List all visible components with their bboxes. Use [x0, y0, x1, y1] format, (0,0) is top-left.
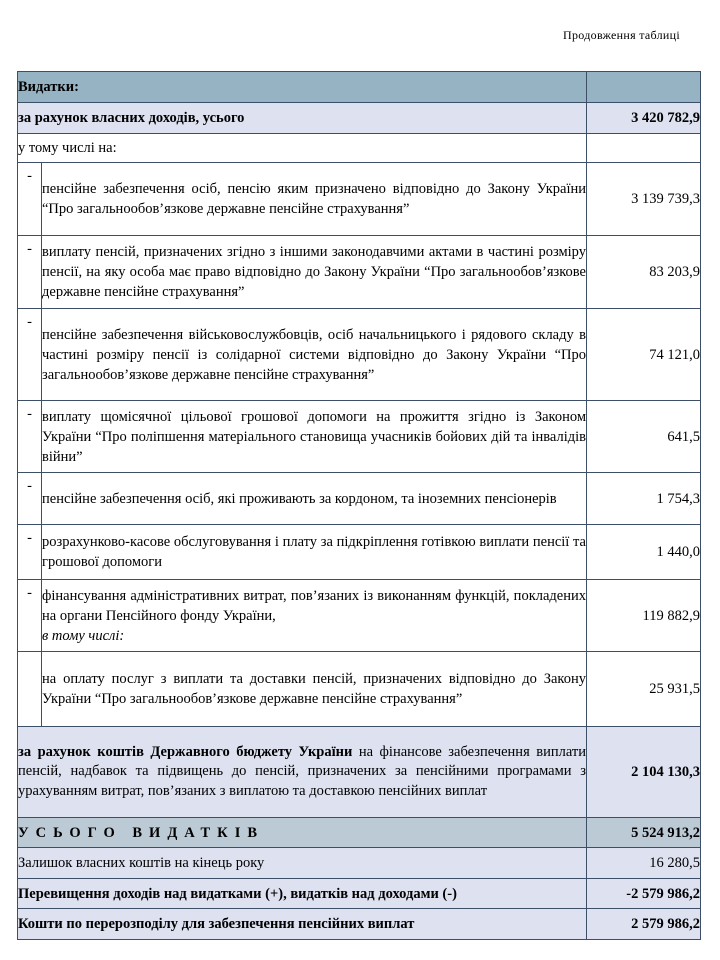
item-text: пенсійне забезпечення військовослужбовців, осіб начальницького і рядового складу в частині розміру пенсії із солідарної системи відповідно до Закону України “Про загальнообов’язкове державне пенсійне страхування” — [42, 309, 587, 401]
excess-label: Перевищення доходів над видатками (+), видатків над доходами (-) — [18, 879, 587, 909]
item-value: 1 754,3 — [587, 473, 701, 525]
table-row — [18, 473, 701, 525]
own-income-value: 3 420 782,9 — [587, 103, 701, 134]
state-budget-text — [18, 727, 587, 818]
item-dash: - — [18, 525, 42, 580]
item-subnote: в тому числі: — [42, 627, 125, 644]
table-row — [18, 309, 701, 401]
state-budget-row — [18, 727, 701, 818]
item-value: 119 882,9 — [587, 580, 701, 652]
excess-row — [18, 879, 701, 909]
redistribution-label: Кошти по перерозподілу для забезпечення пенсійних виплат — [18, 909, 587, 940]
redistribution-value: 2 579 986,2 — [587, 909, 701, 940]
item-text: фінансування адміністративних витрат, пов’язаних із виконанням функцій, покладених на органи Пенсійного фонду України, — [42, 587, 586, 624]
excess-value: -2 579 986,2 — [587, 879, 701, 909]
item-value: 1 440,0 — [587, 525, 701, 580]
section-title: Видатки: — [18, 72, 587, 103]
continuation-note: Продовження таблиці — [563, 28, 680, 42]
item-dash: - — [18, 580, 42, 652]
balance-value: 16 280,5 — [587, 848, 701, 879]
state-budget-value: 2 104 130,3 — [587, 727, 701, 818]
item-value: 83 203,9 — [587, 236, 701, 309]
total-value: 5 524 913,2 — [587, 818, 701, 848]
item-text: виплату пенсій, призначених згідно з іншими законодавчими актами в частині розміру пенсії, на яку особа має право відповідно до Закону України “Про загальнообов’язкове державне пенсійне страхування” — [42, 236, 587, 309]
item-dash: - — [18, 309, 42, 401]
item-text-cell — [42, 580, 587, 652]
item-dash — [18, 652, 42, 727]
total-label: УСЬОГО ВИДАТКІВ — [18, 818, 587, 848]
own-income-row — [18, 103, 701, 134]
item-text: пенсійне забезпечення осіб, пенсію яким призначено відповідно до Закону України “Про загальнообов’язкове державне пенсійне страхування” — [42, 163, 587, 236]
including-label: у тому числі на: — [18, 134, 587, 163]
including-value — [587, 134, 701, 163]
item-dash: - — [18, 163, 42, 236]
item-dash: - — [18, 473, 42, 525]
own-income-label: за рахунок власних доходів, усього — [18, 103, 587, 134]
state-budget-bold: за рахунок коштів Державного бюджету України — [18, 743, 353, 760]
section-header-row — [18, 72, 701, 103]
table-row — [18, 236, 701, 309]
section-title-value — [587, 72, 701, 103]
item-text: пенсійне забезпечення осіб, які проживають за кордоном, та іноземних пенсіонерів — [42, 473, 587, 525]
item-value: 3 139 739,3 — [587, 163, 701, 236]
including-row — [18, 134, 701, 163]
item-dash: - — [18, 236, 42, 309]
item-value: 74 121,0 — [587, 309, 701, 401]
redistribution-row — [18, 909, 701, 940]
table-row — [18, 652, 701, 727]
item-text: розрахунково-касове обслуговування і плату за підкріплення готівкою виплати пенсії та грошової допомоги — [42, 525, 587, 580]
expenditure-table — [17, 71, 701, 940]
total-row — [18, 818, 701, 848]
table-row — [18, 580, 701, 652]
table-row — [18, 401, 701, 473]
state-budget-rest: на фінансове забезпечення виплати пенсій, надбавок та підвищень до пенсій, призначених за пенсійними програмами з урахуванням витрат, пов’язаних з виплатою та доставкою пенсійних виплат — [18, 743, 586, 799]
item-dash: - — [18, 401, 42, 473]
item-value: 25 931,5 — [587, 652, 701, 727]
item-text: виплату щомісячної цільової грошової допомоги на прожиття згідно із Законом України “Про поліпшення матеріального становища учасників бойових дій та інвалідів війни” — [42, 401, 587, 473]
table-row — [18, 163, 701, 236]
balance-label: Залишок власних коштів на кінець року — [18, 848, 587, 879]
item-text: на оплату послуг з виплати та доставки пенсій, призначених відповідно до Закону України “Про загальнообов’язкове державне пенсійне страхування” — [42, 652, 587, 727]
balance-row — [18, 848, 701, 879]
table-row — [18, 525, 701, 580]
item-value: 641,5 — [587, 401, 701, 473]
